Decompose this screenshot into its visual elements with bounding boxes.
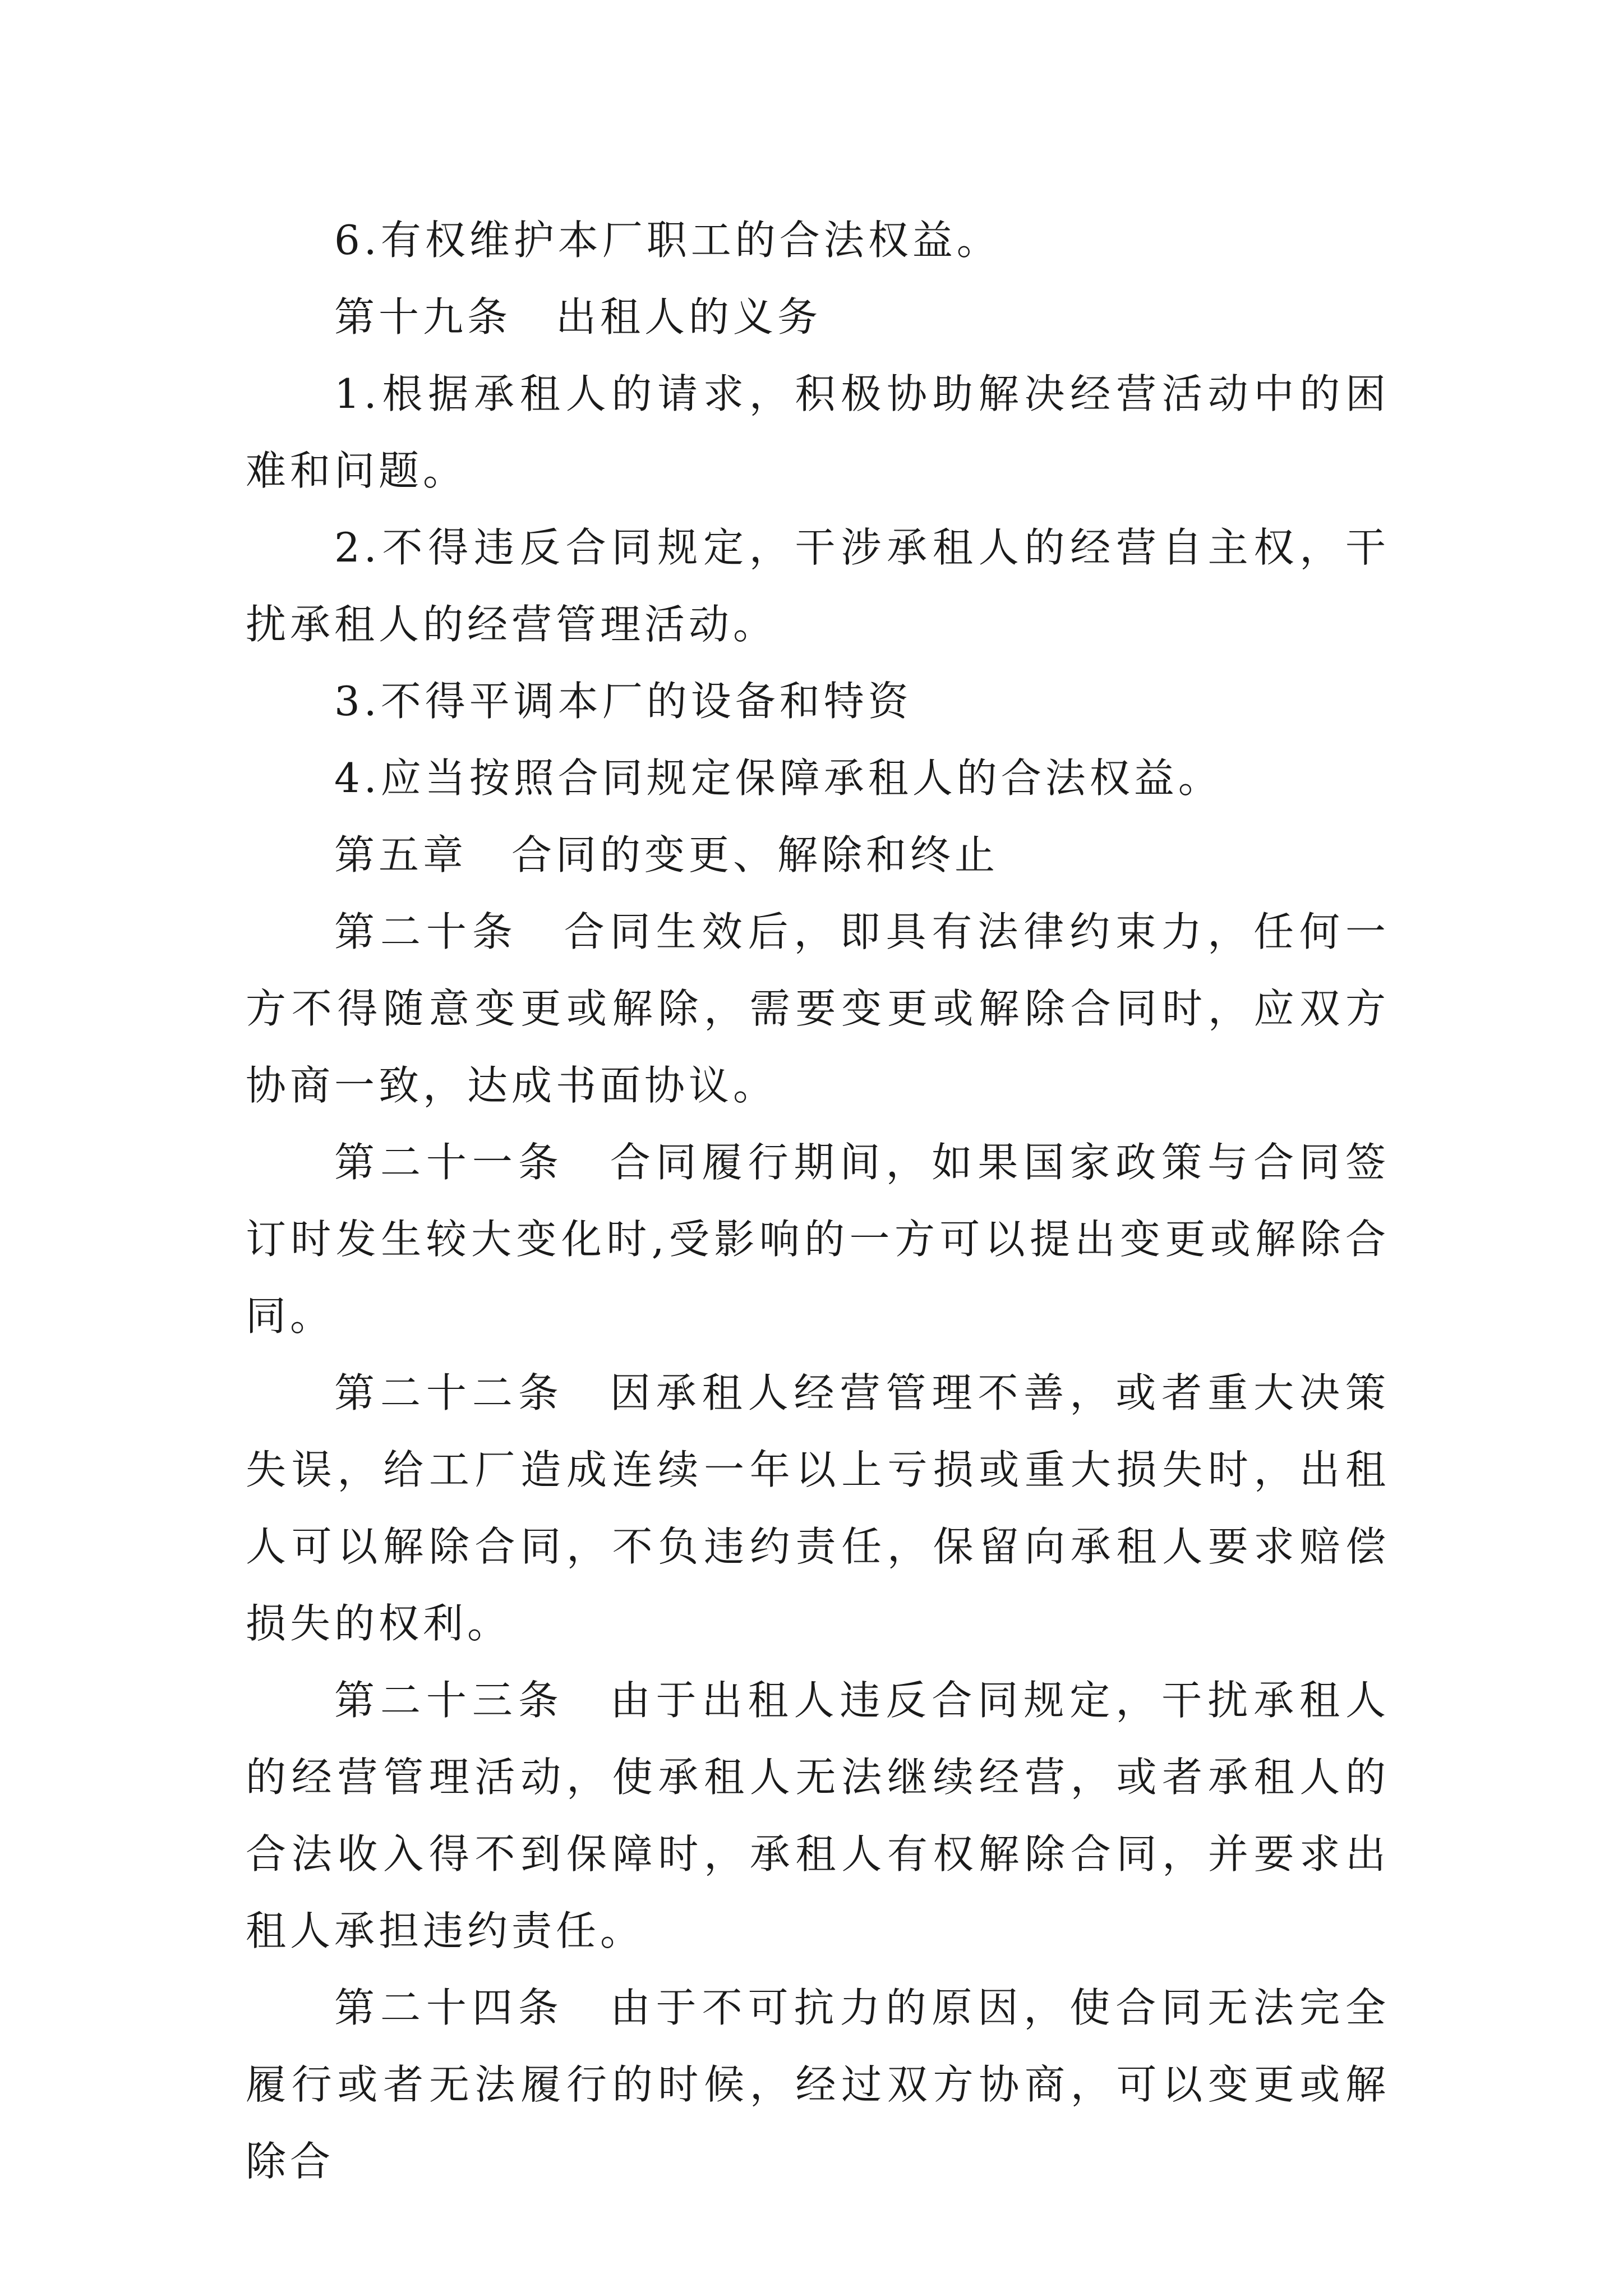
paragraph-duty-1: 1.根据承租人的请求，积极协助解决经营活动中的困难和问题。 <box>246 370 1390 494</box>
article-23: 第二十三条 由于出租人违反合同规定，干扰承租人的经营管理活动，使承租人无法继续经营，或者承租人的合法收入得不到保障时，承租人有权解除合同，并要求出租人承担违约责任。 <box>246 1677 1390 1954</box>
article-22: 第二十二条 因承租人经营管理不善，或者重大决策失误，给工厂造成连续一年以上亏损或重大损失时，出租人可以解除合同，不负违约责任，保留向承租人要求赔偿损失的权利。 <box>246 1369 1390 1647</box>
article-24: 第二十四条 由于不可抗力的原因，使合同无法完全履行或者无法履行的时候，经过双方协商，可以变更或解除合 <box>246 1984 1390 2185</box>
article-19-heading: 第十九条 出租人的义务 <box>334 293 822 341</box>
paragraph-duty-3: 3.不得平调本厂的设备和特资 <box>334 678 912 725</box>
document-body <box>246 202 1390 2200</box>
article-21: 第二十一条 合同履行期间，如果国家政策与合同签订时发生较大变化时,受影响的一方可以提出变更或解除合同。 <box>246 1139 1390 1340</box>
paragraph-duty-4: 4.应当按照合同规定保障承租人的合法权益。 <box>334 754 1223 802</box>
paragraph-item-6: 6.有权维护本厂职工的合法权益。 <box>334 217 1001 264</box>
article-20: 第二十条 合同生效后，即具有法律约束力，任何一方不得随意变更或解除，需要变更或解除合同时，应双方协商一致，达成书面协议。 <box>246 908 1390 1109</box>
paragraph-duty-2: 2.不得违反合同规定，干涉承租人的经营自主权，干扰承租人的经营管理活动。 <box>246 524 1390 648</box>
chapter-5-heading: 第五章 合同的变更、解除和终止 <box>334 831 999 878</box>
